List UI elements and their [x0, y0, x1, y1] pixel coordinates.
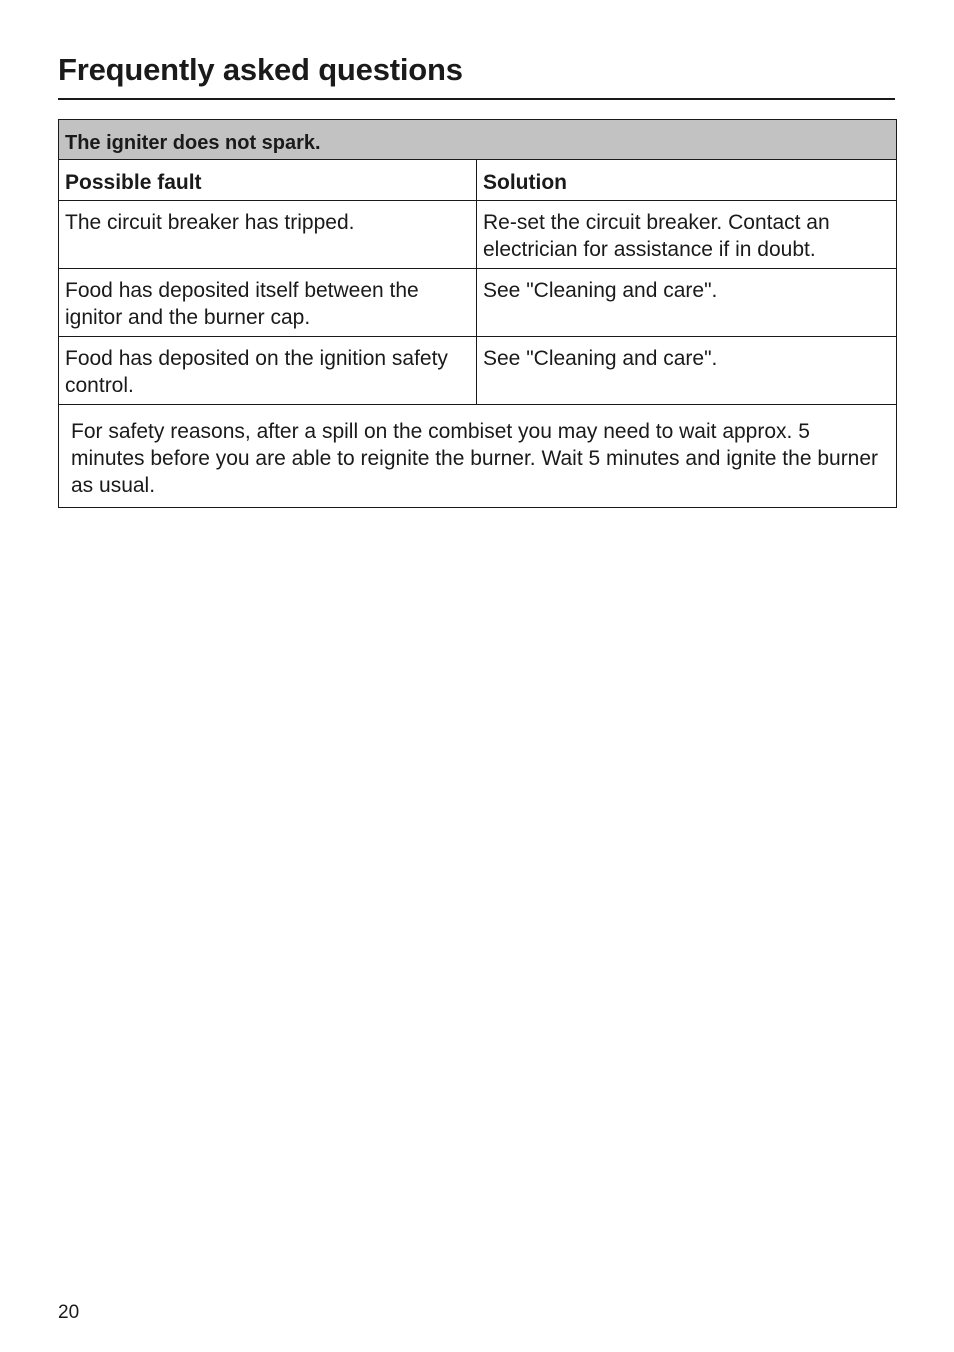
fault-cell: The circuit breaker has tripped.	[59, 201, 477, 269]
solution-cell: Re-set the circuit breaker. Contact an electrician for assistance if in doubt.	[477, 201, 897, 269]
faq-table	[58, 119, 897, 508]
fault-cell: Food has deposited on the ignition safety control.	[59, 337, 477, 405]
faq-caption: The igniter does not spark.	[59, 120, 897, 160]
faq-note-row	[59, 405, 897, 508]
solution-cell: See "Cleaning and care".	[477, 337, 897, 405]
page-title: Frequently asked questions	[58, 52, 463, 87]
title-divider	[58, 98, 895, 100]
safety-note: For safety reasons, after a spill on the combiset you may need to wait approx. 5 minutes before you are able to reignite the burner. Wait 5 minutes and ignite the burner as usual.	[59, 405, 897, 508]
faq-caption-row	[59, 120, 897, 160]
faq-header-row	[59, 160, 897, 201]
table-row	[59, 201, 897, 269]
column-header-solution: Solution	[477, 160, 897, 201]
solution-cell: See "Cleaning and care".	[477, 269, 897, 337]
table-row	[59, 269, 897, 337]
table-row	[59, 337, 897, 405]
page-number: 20	[58, 1302, 80, 1323]
column-header-fault: Possible fault	[59, 160, 477, 201]
fault-cell: Food has deposited itself between the ignitor and the burner cap.	[59, 269, 477, 337]
